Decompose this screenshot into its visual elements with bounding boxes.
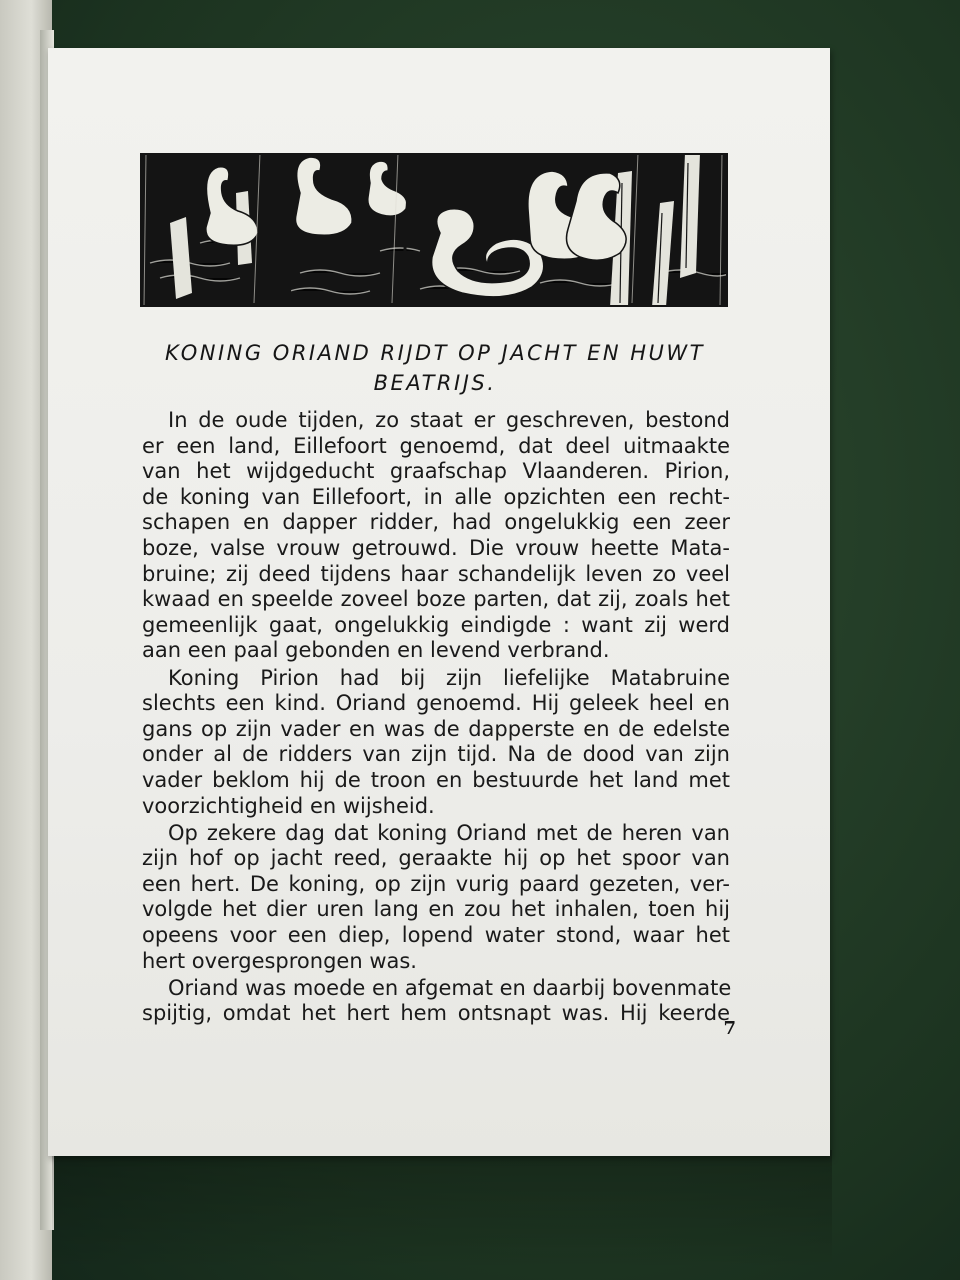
paragraph-2 [142,666,730,820]
text-line: slechts een kind. Oriand genoemd. Hij geleek heel en [142,691,730,716]
text-line: zijn hof op jacht reed, geraakte hij op het spoor van [142,846,730,871]
text-line: bruine; zij deed tijdens haar schandelijk leven zo veel [142,561,730,586]
swans-woodcut-illustration [140,153,728,307]
page-number: 7 [723,1018,736,1039]
text-line: volgde het dier uren lang en zou het inhalen, toen hij [142,897,730,922]
text-line: In de oude tijden, zo staat er geschreven, bestond [168,408,730,432]
text-line: van het wijdgeducht graafschap Vlaanderen. Pirion, [142,459,730,484]
text-line: kwaad en speelde zoveel boze parten, dat zij, zoals het [142,587,730,612]
text-line: voorzichtigheid en wijsheid. [142,793,435,818]
text-line: opeens voor een diep, lopend water stond, waar het [142,923,730,948]
text-line: Oriand was moede en afgemat en daarbij bovenmate [168,975,732,1000]
page-shadow [52,1150,832,1270]
text-line: Koning Pirion had bij zijn liefelijke Matabruine [168,665,730,690]
text-line: spijtig, omdat het hert hem ontsnapt was. Hij keerde [142,1001,730,1026]
swans-woodcut-icon [140,153,728,307]
text-line: vader beklom hij de troon en bestuurde het land met [142,767,730,792]
paragraph-4 [142,976,730,1027]
paragraph-3 [142,821,730,975]
text-line: onder al de ridders van zijn tijd. Na de dood van zijn [142,742,730,767]
paragraph-1 [142,408,730,664]
text-line: hert overgesprongen was. [142,948,417,973]
text-line: een hert. De koning, op zijn vurig paard gezeten, ver- [142,871,730,896]
text-line: gans op zijn vader en was de dapperste en de edelste [142,716,730,741]
text-line: schapen en dapper ridder, had ongelukkig een zeer [142,510,730,535]
body-text [142,408,730,1029]
text-line: de koning van Eillefoort, in alle opzichten een recht- [142,484,730,509]
text-line: er een land, Eillefoort genoemd, dat deel uitmaakte [142,433,730,458]
text-line: gemeenlijk gaat, ongelukkig eindigde : want zij werd [142,612,730,637]
text-line: boze, valse vrouw getrouwd. Die vrouw heette Mata- [142,535,730,560]
chapter-title: KONING ORIAND RIJDT OP JACHT EN HUWT BEATRIJS. [165,341,705,395]
text-line: Op zekere dag dat koning Oriand met de heren van [168,820,730,845]
text-line: aan een paal gebonden en levend verbrand. [142,638,610,663]
